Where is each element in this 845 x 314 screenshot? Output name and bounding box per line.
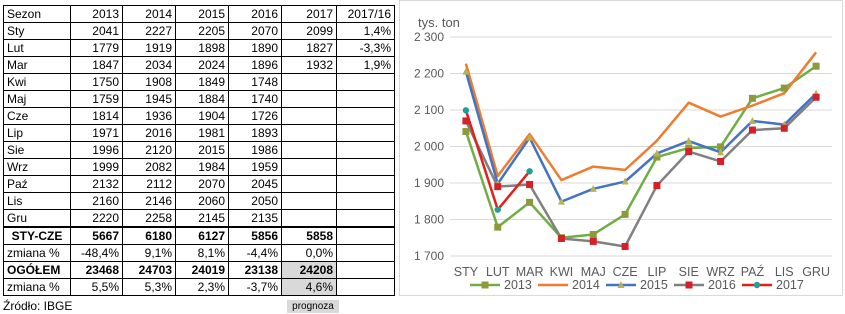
series-line-2016 [466,97,816,246]
value-cell: 4,6% [282,279,337,296]
y-axis-title: tys. ton [418,15,460,30]
header-cell: 2013 [71,6,123,23]
value-cell [337,142,395,159]
row-label-cell: STY-CZE [4,227,71,245]
value-cell: 1959 [229,159,282,176]
value-cell: 1814 [71,108,123,125]
data-point [462,128,469,135]
data-point [749,95,756,102]
x-tick-label: SIE [678,265,699,279]
data-point [495,206,501,212]
series-line-2015 [466,72,816,202]
value-cell: 24208 [282,262,337,279]
row-label-cell: Lut [4,40,71,57]
y-tick-label: 2 000 [413,139,444,154]
header-cell: Sezon [4,6,71,23]
value-cell [337,245,395,262]
value-cell: 1759 [71,91,123,108]
table-row [4,159,395,176]
table-row [4,227,395,245]
header-cell: 2016 [229,6,282,23]
table-row [4,108,395,125]
data-point [494,183,501,190]
value-cell: -4,4% [229,245,282,262]
value-cell: 2070 [229,23,282,40]
value-cell [337,176,395,193]
value-cell: 1,4% [337,23,395,40]
row-label-cell: Paź [4,176,71,193]
value-cell: 1971 [71,125,123,142]
value-cell: 6127 [176,227,229,245]
data-point [813,94,820,101]
chart-panel [399,0,845,314]
value-cell: 2060 [176,193,229,210]
value-cell: -48,4% [71,245,123,262]
row-label-cell: Gru [4,210,71,228]
value-cell: 0,0% [282,245,337,262]
y-tick-label: 1 800 [413,212,444,227]
value-cell: 23138 [229,262,282,279]
table-row [4,91,395,108]
value-cell: 1847 [71,57,123,74]
value-cell: 1936 [123,108,176,125]
row-label-cell: Wrz [4,159,71,176]
value-cell: 2041 [71,23,123,40]
value-cell [337,159,395,176]
y-tick-label: 1 900 [413,176,444,190]
table-body [4,23,395,296]
table-row [4,74,395,91]
value-cell: 1986 [229,142,282,159]
value-cell: 5858 [282,227,337,245]
table-row [4,210,395,228]
data-point [526,181,533,188]
legend-label: 2016 [708,278,736,292]
table-row [4,176,395,193]
value-cell: 2132 [71,176,123,193]
source-note: Źródło: IBGE [3,299,73,313]
value-cell [282,176,337,193]
row-label-cell: zmiana % [4,279,71,296]
table-row [4,279,395,296]
row-label-cell: zmiana % [4,245,71,262]
value-cell: 2034 [123,57,176,74]
data-point [653,182,660,189]
data-point [685,137,692,144]
value-cell: 9,1% [123,245,176,262]
series-line-2014 [466,52,816,180]
chart-frame [399,0,843,296]
x-tick-label: MAJ [580,265,606,279]
header-cell: 2014 [123,6,176,23]
value-cell [282,74,337,91]
value-cell: -3,3% [337,40,395,57]
value-cell [282,108,337,125]
value-cell: 2160 [71,193,123,210]
value-cell: 2082 [123,159,176,176]
value-cell [282,125,337,142]
value-cell: 5667 [71,227,123,245]
value-cell [337,125,395,142]
value-cell [337,91,395,108]
value-cell [337,193,395,210]
value-cell: 1896 [229,57,282,74]
value-cell [337,74,395,91]
value-cell: -3,7% [229,279,282,296]
data-point [462,117,469,124]
data-point [686,282,693,289]
row-label-cell: Sie [4,142,71,159]
data-point [526,168,532,174]
data-point [463,107,469,113]
data-point [590,231,597,238]
value-cell: 6180 [123,227,176,245]
value-cell: 1999 [71,159,123,176]
data-point [622,243,629,250]
value-cell [337,210,395,228]
value-cell: 5856 [229,227,282,245]
value-cell [282,142,337,159]
table-row [4,142,395,159]
value-cell: 2016 [123,125,176,142]
value-cell: 1919 [123,40,176,57]
value-cell: 1779 [71,40,123,57]
value-cell: 2205 [176,23,229,40]
value-cell: 1740 [229,91,282,108]
line-chart [400,1,844,297]
value-cell: 1904 [176,108,229,125]
x-tick-label: PAŹ [740,265,765,279]
value-cell: 2135 [229,210,282,228]
x-tick-label: GRU [802,265,830,279]
table-row [4,40,395,57]
value-cell: 1984 [176,159,229,176]
value-cell: 1996 [71,142,123,159]
value-cell: 2258 [123,210,176,228]
value-cell: 2120 [123,142,176,159]
row-label-cell: Sty [4,23,71,40]
value-cell [282,210,337,228]
header-cell: 2017/16 [337,6,395,23]
data-point [781,85,788,92]
data-point [754,282,760,288]
data-point [749,127,756,134]
legend-label: 2015 [640,278,668,292]
value-cell: 2,3% [176,279,229,296]
legend-label: 2017 [776,278,804,292]
row-label-cell: Kwi [4,74,71,91]
value-cell: 2099 [282,23,337,40]
data-point [494,224,501,231]
value-cell: 2050 [229,193,282,210]
data-point [685,148,692,155]
value-cell: 2227 [123,23,176,40]
production-table [3,5,395,296]
value-cell: 24703 [123,262,176,279]
value-cell: 1,9% [337,57,395,74]
value-cell: 1884 [176,91,229,108]
value-cell: 1726 [229,108,282,125]
x-tick-label: LUT [485,265,510,279]
x-tick-label: LIS [774,265,794,279]
value-cell [337,262,395,279]
value-cell: 1908 [123,74,176,91]
row-label-cell: OGÓŁEM [4,262,71,279]
data-point [813,63,820,70]
value-cell: 2024 [176,57,229,74]
table-row [4,193,395,210]
value-cell: 1827 [282,40,337,57]
value-cell: 1748 [229,74,282,91]
row-label-cell: Lip [4,125,71,142]
table-row [4,262,395,279]
value-cell: 2070 [176,176,229,193]
x-tick-label: STY [453,265,479,279]
value-cell [337,227,395,245]
row-label-cell: Maj [4,91,71,108]
x-tick-label: KWI [549,265,574,279]
value-cell: 1932 [282,57,337,74]
value-cell [282,91,337,108]
data-table-panel [3,5,394,296]
legend-label: 2014 [572,278,600,292]
data-point [482,282,489,289]
value-cell: 1981 [176,125,229,142]
data-point [526,199,533,206]
value-cell: 2145 [176,210,229,228]
value-cell: 1890 [229,40,282,57]
table-row [4,125,395,142]
row-label-cell: Mar [4,57,71,74]
header-cell: 2017 [282,6,337,23]
data-point [590,238,597,245]
value-cell: 5,3% [123,279,176,296]
value-cell: 2112 [123,176,176,193]
value-cell: 24019 [176,262,229,279]
header-cell: 2015 [176,6,229,23]
value-cell: 1849 [176,74,229,91]
table-header-row [4,6,395,23]
forecast-label: prognoza [287,300,339,313]
value-cell [282,159,337,176]
value-cell: 1893 [229,125,282,142]
value-cell: 8,1% [176,245,229,262]
y-tick-label: 2 200 [413,66,444,81]
data-point [781,125,788,132]
value-cell: 23468 [71,262,123,279]
data-point [622,211,629,218]
x-tick-label: WRZ [706,265,735,279]
y-tick-label: 2 300 [413,30,444,44]
value-cell [337,279,395,296]
data-point [717,158,724,165]
value-cell: 1750 [71,74,123,91]
value-cell: 2015 [176,142,229,159]
value-cell: 1898 [176,40,229,57]
value-cell [282,193,337,210]
row-label-cell: Lis [4,193,71,210]
value-cell: 1945 [123,91,176,108]
value-cell: 2220 [71,210,123,228]
row-label-cell: Cze [4,108,71,125]
table-row [4,245,395,262]
value-cell: 5,5% [71,279,123,296]
y-tick-label: 2 100 [413,103,444,117]
x-tick-label: LIP [647,265,667,279]
value-cell [337,108,395,125]
data-point [558,235,565,242]
table-row [4,23,395,40]
x-tick-label: MAR [515,265,544,279]
value-cell: 2146 [123,193,176,210]
table-row [4,57,395,74]
value-cell: 2045 [229,176,282,193]
x-tick-label: CZE [612,265,638,279]
legend-label: 2013 [504,278,532,292]
y-tick-label: 1 700 [413,249,444,263]
